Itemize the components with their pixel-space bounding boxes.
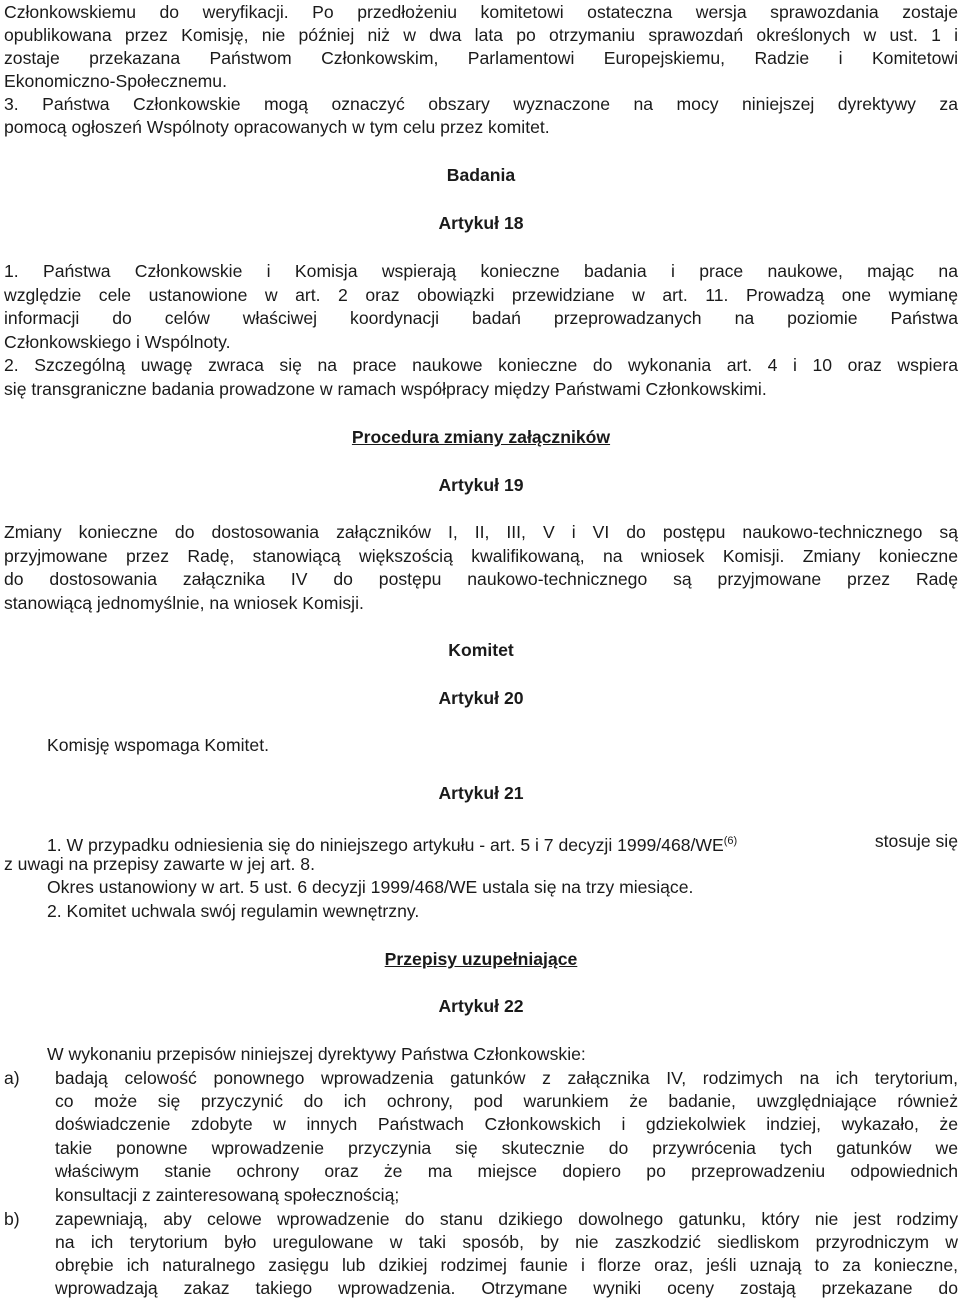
section-heading-text: Procedura zmiany załączników: [351, 427, 611, 447]
list-item-line: konsultacji z zainteresowaną społecznością;: [55, 1185, 400, 1205]
section-heading: [4, 948, 958, 970]
list-item-line: wprowadzają zakaz takiego wprowadzenia. Otrzymane wyniki oceny zostają przekazane do: [55, 1278, 958, 1298]
article-heading: Artykuł 19: [438, 475, 524, 495]
body-text-line: zostaje przekazana Państwom Członkowskim, Parlamentowi Europejskiemu, Radzie i Komitetowi: [4, 48, 958, 68]
list-item-line: takie ponowne wprowadzenie przyczynia się skutecznie do przywrócenia tych gatunków we: [55, 1138, 958, 1158]
body-text-line: pomocą ogłoszeń Wspólnoty opracowanych w tym celu przez komitet.: [4, 117, 550, 137]
body-text-line: 3. Państwa Członkowskie mogą oznaczyć obszary wyznaczone na mocy niniejszej dyrektywy za: [4, 94, 958, 114]
list-item-line: co może się przyczynić do ich ochrony, pod warunkiem że badanie, uwzględniające również: [55, 1091, 958, 1111]
article-heading: Artykuł 21: [438, 783, 524, 803]
body-text-line: Ekonomiczno-Społecznemu.: [4, 71, 227, 91]
list-item-line: doświadczenie zdobyte w innych Państwach Członkowskich i gdziekolwiek indziej, wykazało, że: [55, 1114, 958, 1134]
body-text-line: Zmiany konieczne do dostosowania załączników I, II, III, V i VI do postępu naukowo-technicznego są: [4, 522, 958, 542]
body-text-line: z uwagi na przepisy zawarte w jej art. 8.: [4, 854, 315, 874]
body-text-line: do dostosowania załącznika IV do postępu naukowo-technicznego są przyjmowane przez Radę: [4, 569, 958, 589]
body-text-line: informacji do celów właściwej koordynacji badań przeprowadzanych na poziomie Państwa: [4, 308, 958, 328]
article-heading: Artykuł 18: [438, 213, 524, 233]
list-item-line: właściwym stanie ochrony oraz że ma miejsce dopiero po przeprowadzeniu odpowiednich: [55, 1161, 958, 1181]
section-heading: Badania: [446, 165, 516, 185]
body-text-line: opublikowana przez Komisję, nie później niż w dwa lata po otrzymaniu sprawozdań określonych w ust. 1 i: [4, 25, 958, 45]
section-heading-text: Przepisy uzupełniające: [384, 949, 578, 969]
section-heading: [4, 426, 958, 448]
body-text-line: względzie cele ustanowione w art. 2 oraz obowiązki przewidziane w art. 11. Prowadzą one wymianę: [4, 285, 958, 305]
body-text-line: stanowiącą jednomyślnie, na wniosek Komisji.: [4, 593, 364, 613]
list-item-line: zapewniają, aby celowe wprowadzenie do stanu dzikiego dowolnego gatunku, który nie jest rodzimy: [55, 1209, 958, 1229]
article-heading: Artykuł 20: [438, 688, 524, 708]
body-text-line: przyjmowane przez Radę, stanowiącą większością kwalifikowaną, na wniosek Komisji. Zmiany konieczne: [4, 546, 958, 566]
body-text-line: 1. Państwa Członkowskie i Komisja wspierają konieczne badania i prace naukowe, mając na: [4, 261, 958, 281]
body-text-line: W wykonaniu przepisów niniejszej dyrektywy Państwa Członkowskie:: [47, 1044, 586, 1064]
body-text-line: Członkowskiego i Wspólnoty.: [4, 332, 231, 352]
article-heading: Artykuł 22: [438, 996, 524, 1016]
body-text-line: Okres ustanowiony w art. 5 ust. 6 decyzji 1999/468/WE ustala się na trzy miesiące.: [47, 877, 694, 897]
body-text-line: się transgraniczne badania prowadzone w ramach współpracy między Państwami Członkowskimi.: [4, 379, 767, 399]
list-item-line: na ich terytorium było uregulowane w taki sposób, by nie zaszkodzić siedliskom przyrodniczym w: [55, 1232, 958, 1252]
list-item-line: badają celowość ponownego wprowadzenia gatunków z załącznika IV, rodzimych na ich terytorium,: [55, 1068, 958, 1088]
list-item-line: obrębie ich naturalnego zasięgu lub dzikiej rodzimej faunie i florze oraz, jeśli uznają to za konieczne,: [55, 1255, 958, 1275]
section-heading: Komitet: [448, 640, 514, 660]
footnote-ref: (6): [723, 835, 738, 847]
body-text-line: 2. Komitet uchwala swój regulamin wewnętrzny.: [47, 901, 420, 921]
list-marker: b): [4, 1209, 20, 1229]
list-marker: a): [4, 1068, 20, 1088]
body-text-line: 2. Szczególną uwagę zwraca się na prace naukowe konieczne do wykonania art. 4 i 10 oraz wspiera: [4, 355, 958, 375]
body-text-fragment: stosuje się: [874, 831, 958, 851]
body-text-line: Komisję wspomaga Komitet.: [47, 735, 269, 755]
body-text-line: Członkowskiemu do weryfikacji. Po przedłożeniu komitetowi ostateczna wersja sprawozdania zostaje: [4, 2, 958, 22]
body-text-fragment: 1. W przypadku odniesienia się do niniejszego artykułu - art. 5 i 7 decyzji 1999/468/WE: [47, 835, 724, 855]
